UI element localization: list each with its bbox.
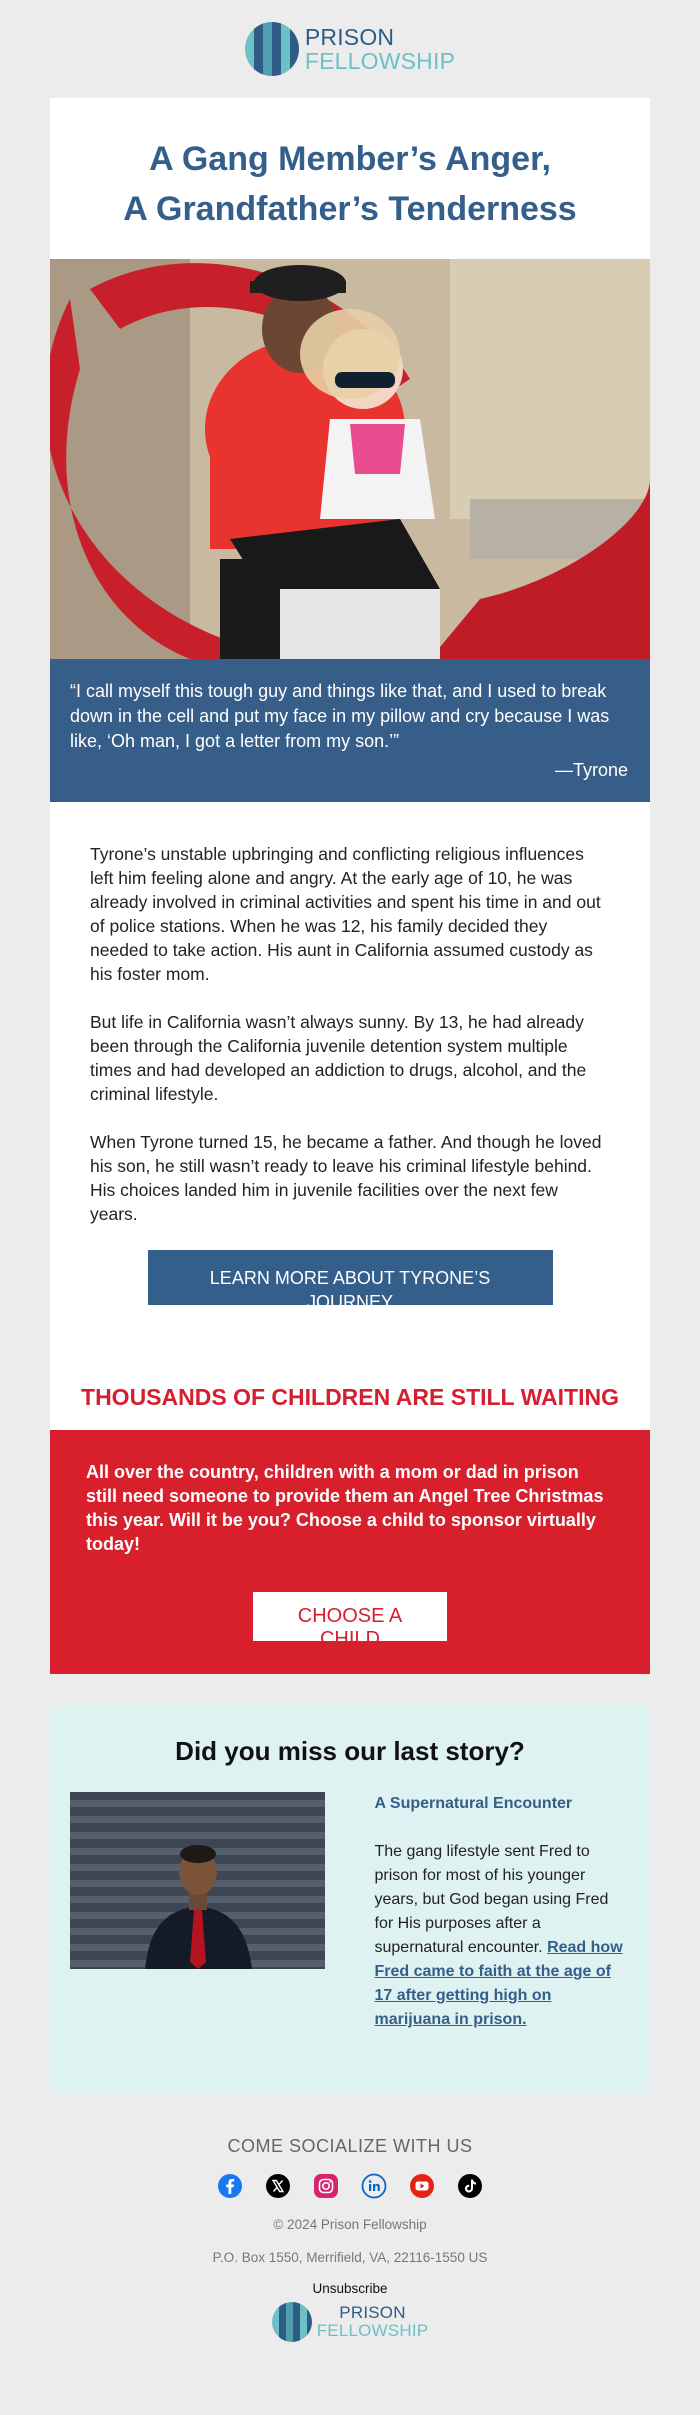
logo-wordmark <box>305 25 455 73</box>
last-story-photo-illustration <box>70 1792 325 1969</box>
quote-text: “I call myself this tough guy and things like that, and I used to break down in the cell and put my face in my pillow and cry because I was like, ‘Oh man, I got a letter from my son.’” <box>70 681 610 751</box>
pull-quote <box>50 659 650 802</box>
story-paragraph-1: Tyrone’s unstable upbringing and conflicting religious influences left him feeling alone and angry. At the early age of 10, he was already involved in criminal activities and spent his time in and out of police stations. When he was 12, his family decided they needed to take action. His aunt in California assumed custody as his foster mom. <box>90 844 601 984</box>
headline-line-2: A Grandfather’s Tenderness <box>123 190 577 228</box>
angel-tree-body: All over the country, children with a mom or dad in prison still need someone to provide them an Angel Tree Christmas this year. Will it be you? Choose a child to sponsor virtually today! <box>86 1462 604 1554</box>
last-story-subtitle: A Supernatural Encounter <box>374 1795 573 1812</box>
social-icons <box>0 2173 700 2199</box>
angel-tree-box <box>50 1430 650 1674</box>
footer-logo[interactable] <box>0 2302 700 2342</box>
choose-wrapper <box>86 1592 614 1650</box>
learn-more-button[interactable]: LEARN MORE ABOUT TYRONE’S JOURNEY <box>148 1250 553 1305</box>
cta-wrapper <box>50 1250 650 1313</box>
footer-logo-mark <box>272 2302 312 2342</box>
hero-photo-illustration <box>50 259 650 659</box>
headline-line-1: A Gang Member’s Anger, <box>149 140 551 178</box>
prison-fellowship-logo-mark <box>245 22 299 76</box>
unsubscribe-link[interactable]: Unsubscribe <box>312 2281 388 2296</box>
logo-line-1: PRISON <box>304 24 395 50</box>
social-title: COME SOCIALIZE WITH US <box>227 2136 473 2156</box>
story-paragraph-2: But life in California wasn’t always sunny. By 13, he had already been through the California juvenile detention system multiple times and had developed an addiction to drugs, alcohol, and the criminal lifestyle. <box>90 1012 587 1104</box>
last-story-link[interactable]: Read how Fred came to faith at the age of 17 after getting high on marijuana in prison. <box>374 1939 623 2028</box>
youtube-icon[interactable] <box>409 2173 435 2199</box>
quote-attribution: —Tyrone <box>554 760 628 780</box>
instagram-icon[interactable] <box>313 2173 339 2199</box>
angel-tree-title: THOUSANDS OF CHILDREN ARE STILL WAITING <box>81 1384 619 1410</box>
copyright: © 2024 Prison Fellowship <box>273 2217 427 2232</box>
hero-photo[interactable] <box>50 259 650 659</box>
tiktok-icon[interactable] <box>457 2173 483 2199</box>
x-icon[interactable] <box>265 2173 291 2199</box>
last-story-summary: The gang lifestyle sent Fred to prison for most of his younger years, but God began using Fred for His purposes after a supernatural encounter. <box>374 1843 609 1956</box>
last-story-card <box>50 1706 650 2094</box>
last-story-text <box>375 1792 631 2032</box>
last-story-row <box>50 1792 650 2032</box>
last-story-title: Did you miss our last story? <box>175 1736 525 1766</box>
story-headline <box>50 98 650 259</box>
last-story-body <box>375 1840 631 2032</box>
story-card <box>50 98 650 1656</box>
footer-logo-line-1: PRISON <box>339 2303 406 2322</box>
linkedin-icon[interactable] <box>361 2173 387 2199</box>
last-story-photo[interactable] <box>70 1792 325 1969</box>
footer-logo-wordmark <box>317 2304 429 2340</box>
footer <box>0 2094 700 2342</box>
footer-logo-line-2: FELLOWSHIP <box>316 2321 429 2340</box>
choose-a-child-button[interactable]: CHOOSE A CHILD <box>253 1592 447 1641</box>
facebook-icon[interactable] <box>217 2173 243 2199</box>
mailing-address: P.O. Box 1550, Merrifield, VA, 22116-1550 US <box>212 2250 488 2265</box>
story-paragraph-3: When Tyrone turned 15, he became a father. And though he loved his son, he still wasn’t ready to leave his criminal lifestyle behind. His choices landed him in juvenile facilities over the next few years. <box>90 1132 602 1224</box>
logo-line-2: FELLOWSHIP <box>304 48 456 74</box>
story-body <box>50 802 650 1226</box>
header-logo[interactable] <box>0 0 700 98</box>
